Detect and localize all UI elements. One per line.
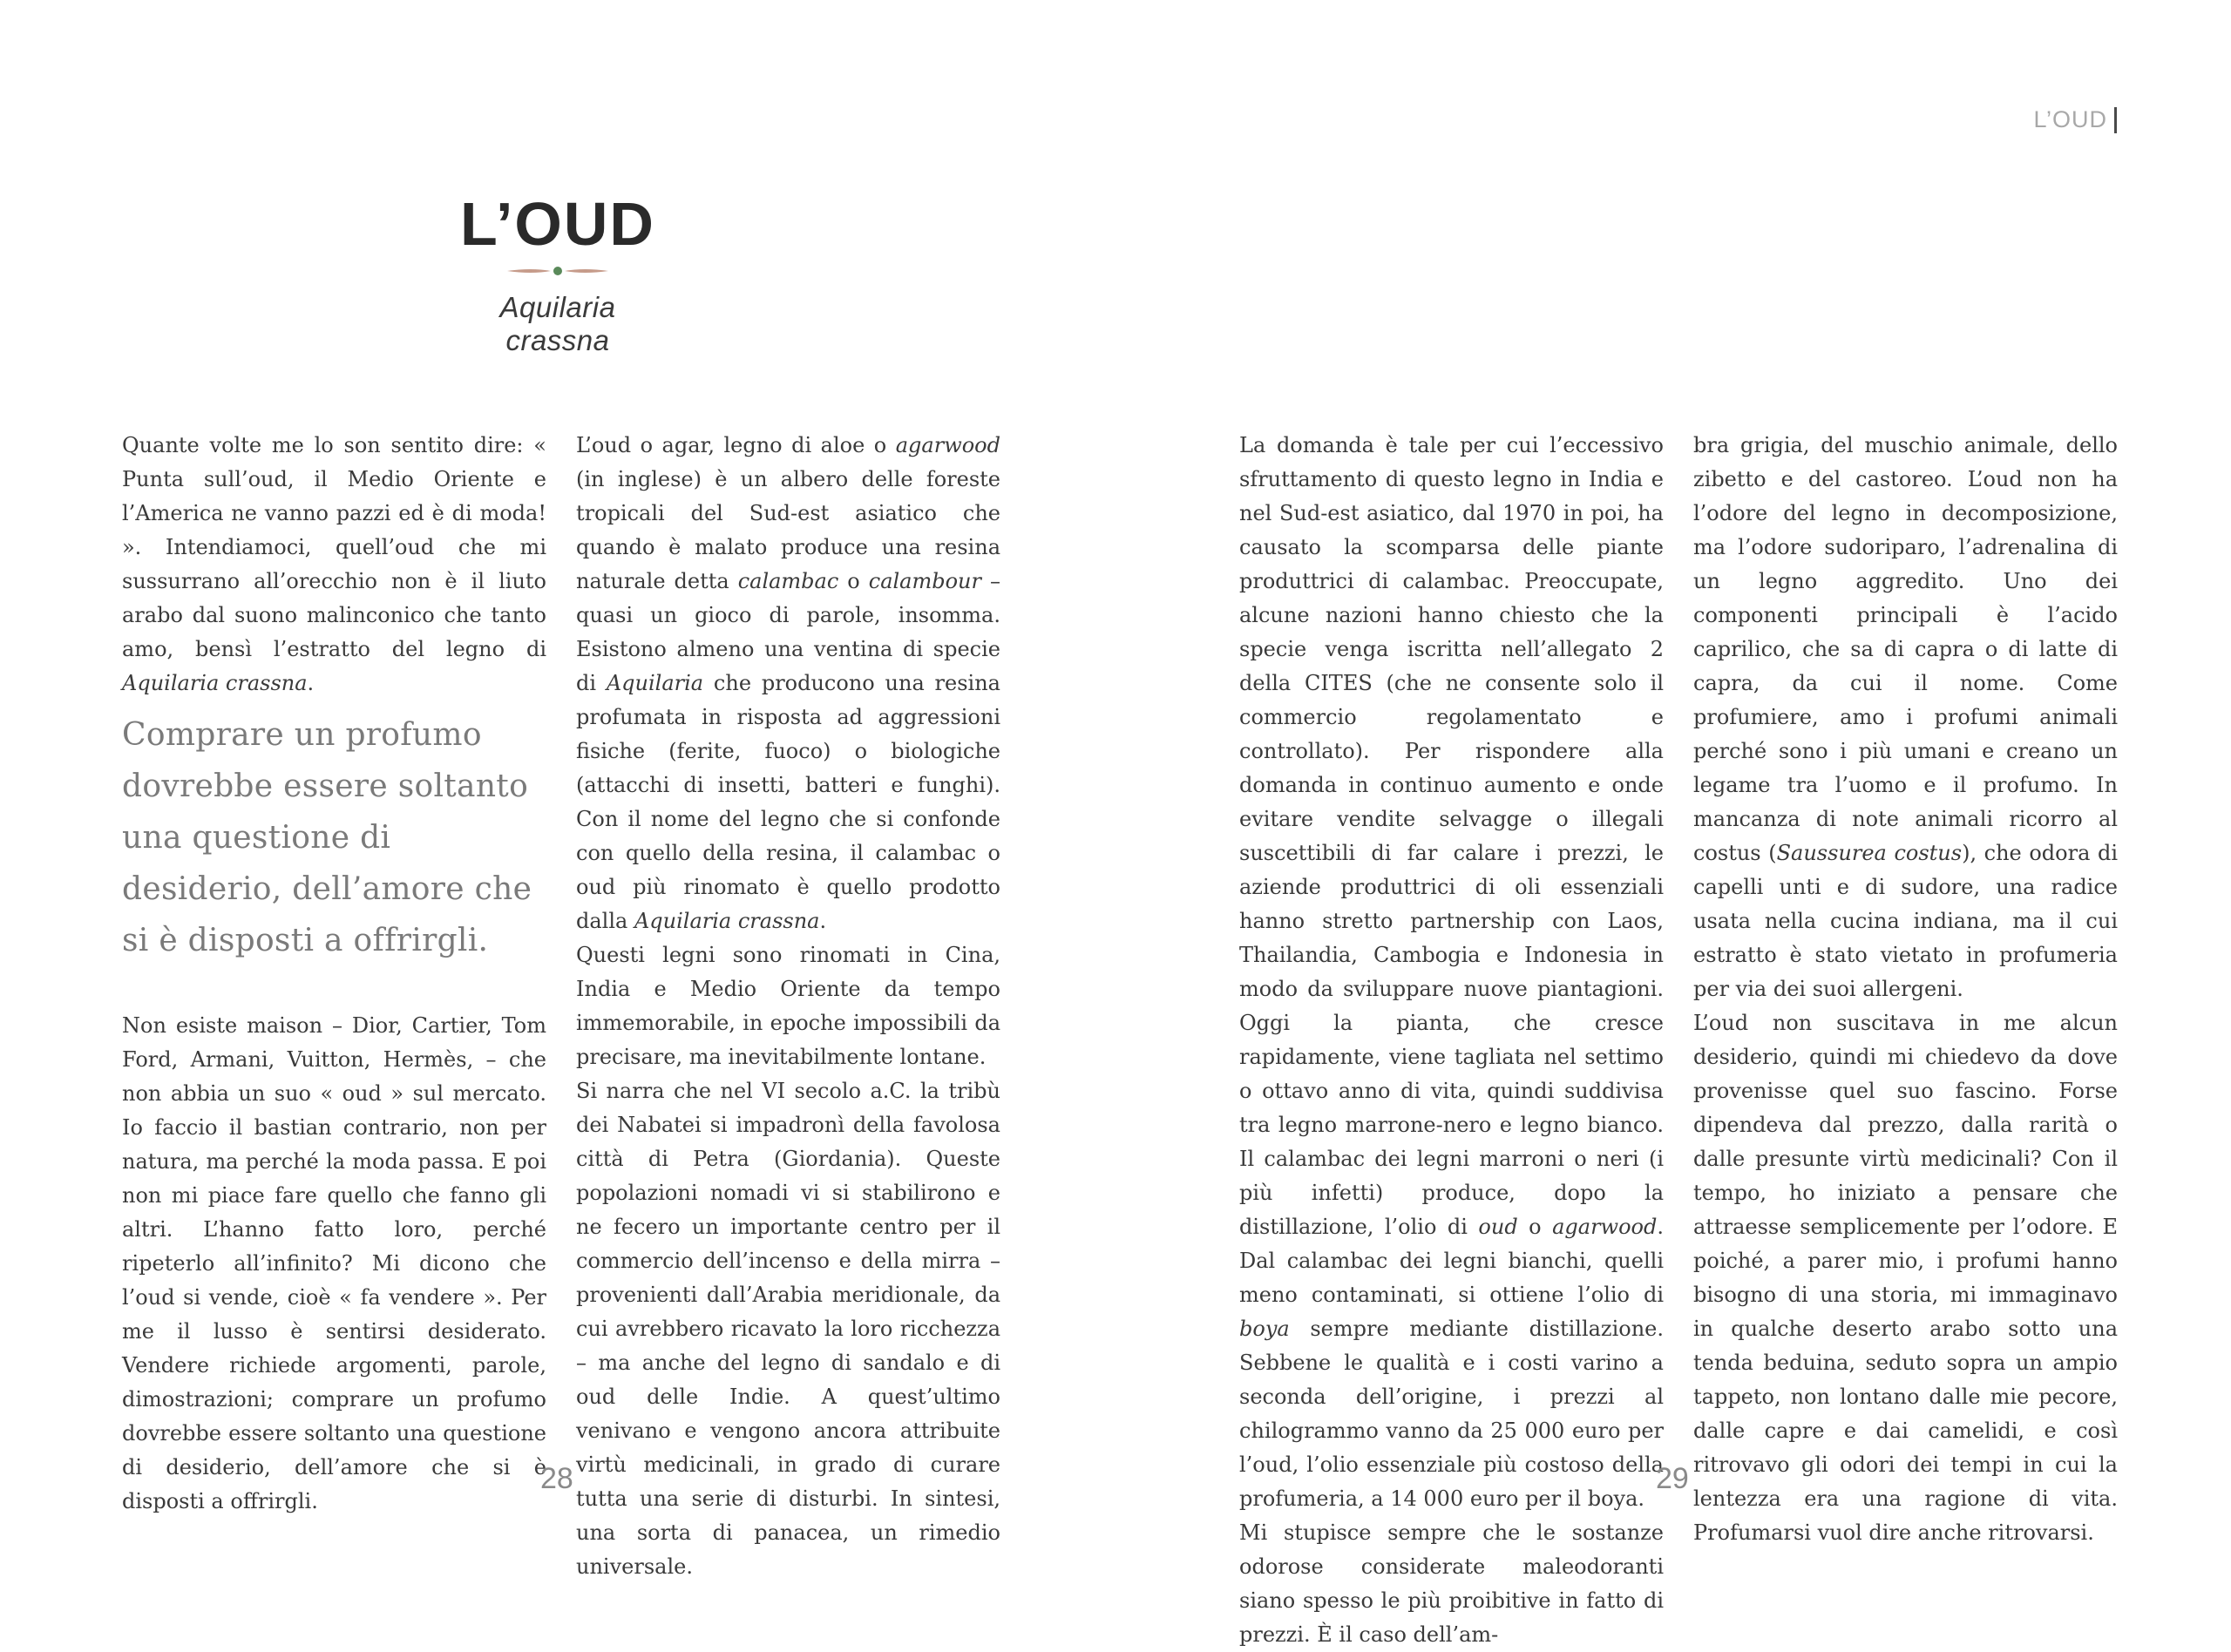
intro-italic-species: Aquilaria crassna: [122, 671, 308, 695]
col3-paragraph-1: [1239, 429, 1664, 1516]
text-run: La domanda è tale per cui l’eccessivo sfruttamento di questo legno in India e nel Sud-est asiatico, dal 1970 in poi, ha causato la scomparsa delle piante produttrici di calambac. Preoccupate, alcune nazioni hanno chiesto che la specie venga iscritta nell’allegato 2 della CITES (che ne consente solo il commercio regolamentato e controllato). Per rispondere alla domanda in continuo aumento e onde evitare vendite selvagge o illegali suscettibili di far calare i prezzi, le aziende produttrici di oli essenziali hanno stretto partnership con Laos, Thailandia, Cambogia e Indonesia in modo da sviluppare nuove piantagioni. Oggi la pianta, che cresce rapidamente, viene tagliata nel settimo o ottavo anno di vita, quindi suddivisa tra legno marrone-nero e legno bianco. Il calambac dei legni marroni o neri (i più infetti) produce, dopo la distillazione, l’olio di: [1239, 433, 1664, 1239]
body-paragraph: Non esiste maison – Dior, Cartier, Tom Ford, Armani, Vuitton, Hermès, – che non abbia un suo « oud » sul mercato. Io faccio il bastian contrario, non per natura, ma perché la moda passa. E poi non mi piace fare quello che fanno gli altri. L’hanno fatto loro, perché ripeterlo all’infinito? Mi dicono che l’oud si vende, cioè « fa vendere ». Per me il lusso è sentirsi desiderato. Vendere richiede argomenti, parole, dimostrazioni; comprare un profumo dovrebbe essere soltanto una questione di desiderio, dell’amore che si è disposti a offrirgli.: [122, 1013, 546, 1513]
pull-quote: Comprare un profumo dovrebbe essere soltanto una questione di desiderio, dell’amore che si è disposti a offrirgli.: [122, 717, 532, 958]
text-run: ), che odora di capelli unti e di sudore, una radice usata nella cucina indiana, ma il cui estratto è stato vietato in profumeria per via dei suoi allergeni.: [1693, 841, 2118, 1001]
left-col1-body: [122, 1009, 546, 1519]
col2-paragraph-1: [576, 429, 1000, 938]
italic-run: calambour: [868, 569, 981, 593]
italic-run: calambac: [737, 569, 839, 593]
text-run: che producono una resina profumata in risposta ad aggressioni fisiche (ferite, fuoco) o biologiche (attacchi di insetti, batteri e funghi). Con il nome del legno che si confonde con quello della resina, il calambac o oud più rinomato è quello prodotto dalla: [576, 671, 1000, 933]
italic-run: Aquilaria crassna: [634, 909, 820, 933]
ornament-right-line: [565, 269, 608, 273]
page-number-right: 29: [1656, 1462, 1689, 1495]
left-col2: [576, 429, 1000, 1584]
text-run: .: [819, 909, 827, 933]
text-run: sempre mediante distillazione. Sebbene le qualità e i costi varino a seconda dell’origine, i prezzi al chilogrammo vanno da 25 000 euro per l’oud, l’olio essenziale più costoso della profumeria, a 14 000 euro per il boya.: [1239, 1317, 1664, 1511]
ornament-left-line: [507, 269, 551, 273]
chapter-subtitle: Aquilaria crassna: [499, 291, 616, 356]
text-run: – quasi un gioco di parole, insomma. Esistono almeno una ventina di specie di: [576, 569, 1000, 695]
intro-text: Quante volte me lo son sentito dire: « Punta sull’oud, il Medio Oriente e l’America ne vanno pazzi ed è di moda! ». Intendiamoci, quell’oud che mi sussurrano all’orecchio non è il liuto arabo dal suono malinconico che tanto amo, bensì l’estratto del legno di: [122, 433, 546, 661]
text-run: (in inglese) è un albero delle foreste tropicali del Sud-est asiatico che quando è malato produce una resina naturale detta: [576, 467, 1000, 593]
intro-text-end: .: [307, 671, 315, 695]
col4-paragraph-2: L’oud non suscitava in me alcun desiderio, quindi mi chiedevo da dove provenisse quel suo fascino. Forse dipendeva dal prezzo, dalla rarità o dalle presunte virtù medicinali? Con il tempo, ho iniziato a pensare che attraesse semplicemente per l’odore. E poiché, a parer mio, i profumi hanno bisogno di una storia, mi immaginavo in qualche deserto arabo sotto una tenda beduina, seduto sopra un ampio tappeto, non lontano dalle mie pecore, dalle capre e dai camelidi, e così ritrovavo gli odori dei tempi in cui la lentezza era una ragione di vita. Profumarsi vuol dire anche ritrovarsi.: [1693, 1011, 2118, 1545]
left-col1-intro: [122, 429, 546, 701]
italic-run: Saussurea costus: [1776, 841, 1963, 865]
text-run: L’oud o agar, legno di aloe o: [576, 433, 896, 457]
italic-run: oud: [1478, 1215, 1518, 1239]
italic-run: agarwood: [895, 433, 1000, 457]
col3-paragraph-2: Mi stupisce sempre che le sostanze odorose considerate maleodoranti siano spesso le più proibitive in fatto di prezzi. È il caso dell’am-: [1239, 1520, 1664, 1647]
italic-run: boya: [1239, 1317, 1290, 1341]
chapter-title-block: [453, 190, 662, 357]
italic-run: Aquilaria: [606, 671, 704, 695]
ornament-dot: [553, 267, 562, 275]
col2-paragraph-3: Si narra che nel VI secolo a.C. la tribù dei Nabatei si impadronì della favolosa città di Petra (Giordania). Queste popolazioni nomadi vi si stabilirono e ne fecero un importante centro per il commercio dell’incenso e della mirra – provenienti dall’Arabia meridionale, da cui avrebbero ricavato la loro ricchezza – ma anche del legno di sandalo e di oud delle Indie. A quest’ultimo venivano e vengono ancora attribuite virtù medicinali, in grado di curare tutta una serie di disturbi. In sintesi, una sorta di panacea, un rimedio universale.: [576, 1079, 1000, 1579]
text-run: o: [838, 569, 869, 593]
col4-paragraph-1: [1693, 429, 2118, 1006]
page-number-left: 28: [540, 1462, 573, 1495]
running-head-bar: [2114, 107, 2117, 133]
chapter-title: L’OUD: [460, 190, 655, 258]
col2-paragraph-2: Questi legni sono rinomati in Cina, India e Medio Oriente da tempo immemorabile, in epoche impossibili da precisare, ma inevitabilmente lontane.: [576, 943, 1000, 1069]
text-run: bra grigia, del muschio animale, dello zibetto e del castoreo. L’oud non ha l’odore del legno in decomposizione, ma l’odore sudoriparo, l’adrenalina di un legno aggredito. Uno dei componenti principali è l’acido caprilico, che sa di capra o di latte di capra, da cui il nome. Come profumiere, amo i profumi animali perché sono i più umani e creano un legame tra l’uomo e il profumo. In mancanza di note animali ricorro al costus (: [1693, 433, 2118, 865]
intro-paragraph: [122, 429, 546, 701]
text-run: . Dal calambac dei legni bianchi, quelli meno contaminati, si ottiene l’olio di: [1239, 1215, 1664, 1307]
running-head-label: L’OUD: [2033, 106, 2107, 132]
running-head: [2033, 106, 2117, 133]
italic-run: agarwood: [1552, 1215, 1658, 1239]
text-run: o: [1517, 1215, 1553, 1239]
title-ornament: [505, 265, 610, 277]
right-col2: [1693, 429, 2118, 1550]
right-col1: [1239, 429, 1664, 1652]
